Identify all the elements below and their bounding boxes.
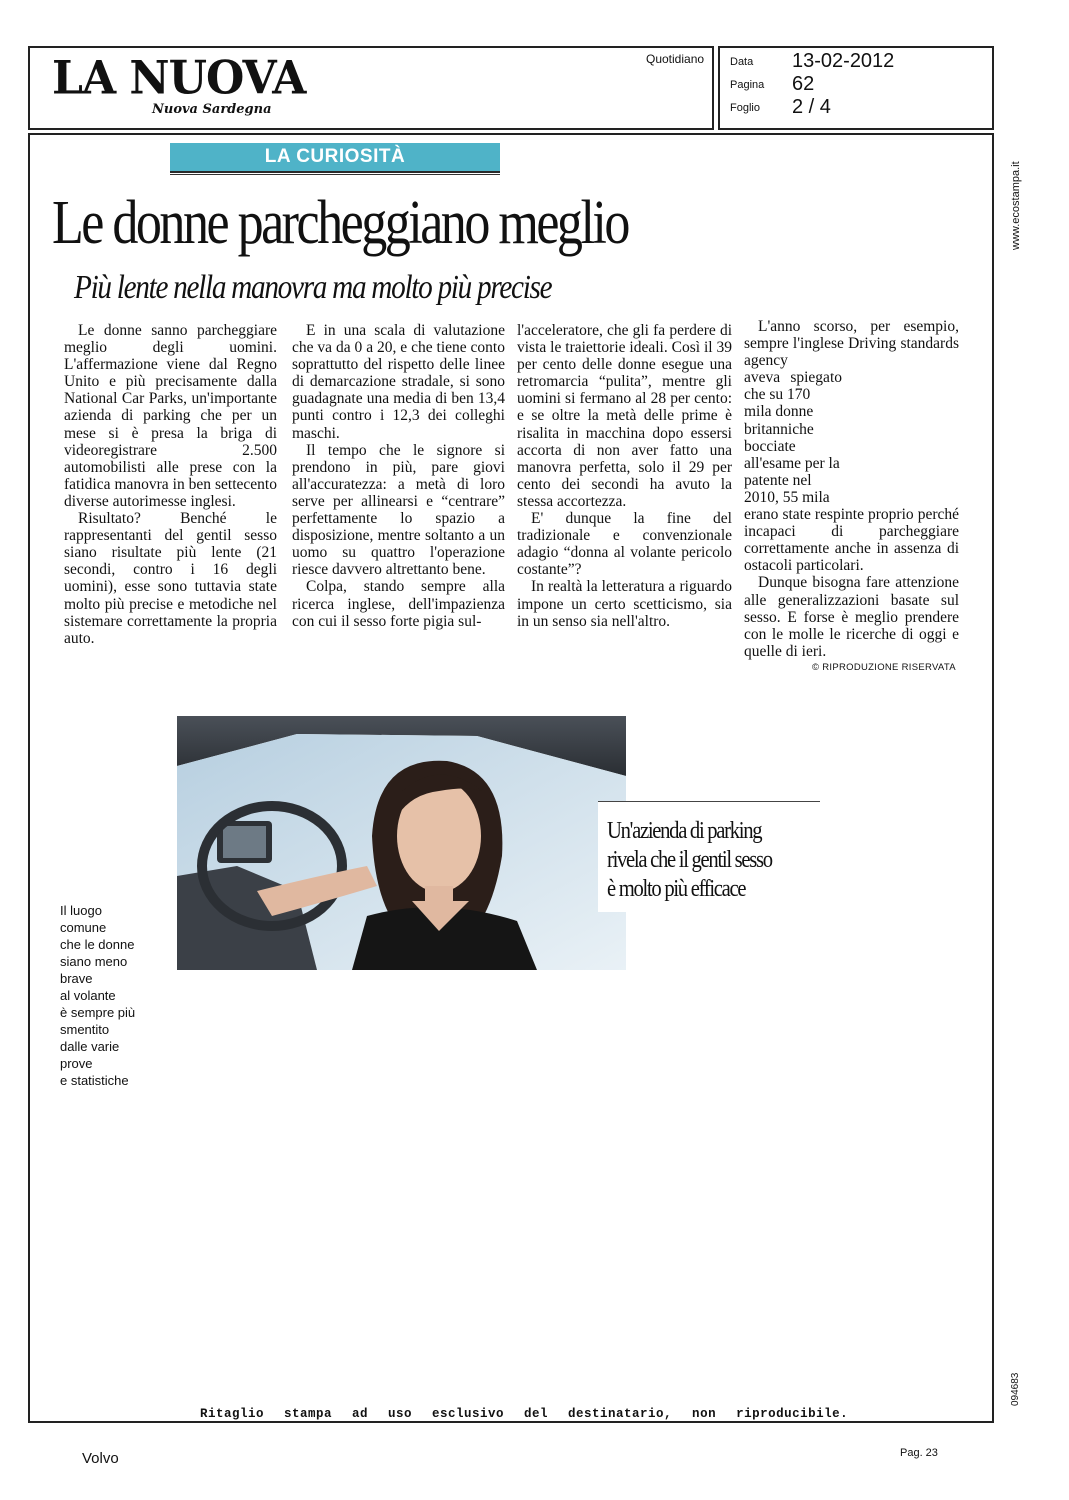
page-number: Pag. 23 [900, 1447, 938, 1459]
caption-line: e statistiche [60, 1073, 129, 1088]
pull-quote-line: è molto più efficace [607, 876, 746, 902]
paragraph: In realtà la letteratura a riguardo impone un certo scetticismo, sia in un senso sia nell'altro. [517, 578, 732, 630]
paragraph: E in una scala di valutazione che va da 0 a 20, e che tiene conto soprattutto del rispetto delle linee di demarcazione stradale, si sono guadagnate una media di ben 13,4 punti contro i 12,3 dei colleghi maschi. [292, 322, 505, 442]
article-photo [177, 716, 626, 970]
paragraph: Risultato? Benché le rappresentanti del gentil sesso siano risultate più lente (21 secondi, contro i 16 degli uomini), esse sono tuttavia state molto più precise e metodiche nel sistemare correttamente la propria auto. [64, 510, 277, 647]
newspaper-logo-subtitle: Nuova Sardegna [152, 102, 272, 117]
margin-url-text: www.ecostampa.it [1010, 161, 1022, 250]
narrow-line: 2010, 55 mila [744, 488, 830, 506]
paragraph: l'acceleratore, che gli fa perdere di vista le traiettorie ideali. Così il 39 per cento delle donne esegue una retromarcia “pulita”, mentre gli uomini si fermano al 28 per cento: e se oltre la metà delle prime è risalita in macchina dopo essersi accorta di non aver fatto una manovra perfetta, solo il 29 per cento dei secondi ha avuto la stessa accortezza. [517, 322, 732, 510]
sheet-value: 2 / 4 [792, 96, 831, 118]
caption-line: brave [60, 971, 93, 986]
narrow-line: bocciate all'esame per la [744, 437, 840, 472]
kicker-label: LA CURIOSITÀ [264, 146, 406, 167]
paragraph: erano state respinte proprio perché incapaci di parcheggiare correttamente anche in assenza di ostacoli particolari. [744, 506, 959, 575]
caption-line: che le donne [60, 937, 135, 952]
margin-code [1010, 1370, 1024, 1410]
pull-quote-line: rivela che il gentil sesso [607, 847, 772, 873]
page-label: Pagina [730, 79, 765, 91]
paragraph: Dunque bisogna fare attenzione alle generalizzazioni basate sul sesso. E forse è meglio prendere con le molle le ricerche di oggi e quelle di ieri. [744, 574, 959, 660]
margin-code-text: 094683 [1010, 1372, 1021, 1406]
date-value: 13-02-2012 [792, 50, 895, 72]
narrow-line: mila donne [744, 403, 814, 421]
clipping-notice: Ritaglio stampa ad uso esclusivo del destinatario, non riproducibile. [200, 1407, 849, 1421]
copyright-notice: © RIPRODUZIONE RISERVATA [812, 662, 956, 673]
article-headline: Le donne parcheggiano meglio [52, 189, 628, 257]
caption-line: Il luogo [60, 903, 102, 918]
caption-line: al volante [60, 988, 116, 1003]
caption-line: siano meno [60, 954, 128, 969]
sheet-label: Foglio [730, 102, 760, 114]
article-column-4 [744, 318, 959, 660]
frequency-label: Quotidiano [646, 52, 705, 66]
article-column-3 [517, 322, 732, 630]
caption-line: è sempre più [60, 1005, 136, 1020]
client-name: Volvo [82, 1450, 119, 1467]
paragraph: E' dunque la fine del tradizionale e convenzionale adagio “donna al volante pericolo costante”? [517, 510, 732, 579]
date-label: Data [730, 56, 754, 68]
paragraph: Le donne sanno parcheggiare meglio degli uomini. L'affermazione viene dal Regno Unito e più precisamente dalla National Car Parks, un'importante azienda di parking che per un mese si è presa la briga di videoregistrare 2.500 automobilisti alle prese con la fatidica manovra in ben settecento diverse autorimesse inglesi. [64, 322, 277, 510]
article-subheadline: Più lente nella manovra ma molto più precise [74, 269, 552, 306]
paragraph: Colpa, stando sempre alla ricerca inglese, dell'impazienza con cui il sesso forte pigia sul- [292, 578, 505, 630]
caption-line: smentito [60, 1022, 110, 1037]
article-column-1 [64, 322, 277, 647]
paragraph: Il tempo che le signore si prendono in più, pare giovi all'accuratezza: a metà di loro serve per allinearsi e “centrare” perfettamente lo spazio a disposizione, mentre soltanto a un uomo su quattro l'operazione riesce davvero altrettanto bene. [292, 441, 505, 579]
article-column-2 [292, 322, 505, 630]
page-value: 62 [792, 73, 815, 95]
caption-line: prove [60, 1056, 93, 1071]
pull-quote-line: Un'azienda di parking [607, 818, 762, 844]
caption-line: dalle varie [60, 1039, 120, 1054]
caption-line: comune [60, 920, 107, 935]
narrow-line: aveva spiegato che su 170 [744, 369, 842, 404]
kicker-underline [170, 174, 500, 175]
newspaper-logo: LA NUOVA [52, 51, 306, 106]
narrow-line: patente nel [744, 471, 812, 489]
margin-url [1010, 150, 1024, 250]
paragraph: L'anno scorso, per esempio, sempre l'inglese Driving standards agency [744, 318, 959, 370]
photo-caption [60, 902, 170, 1089]
pull-quote [607, 817, 772, 904]
narrow-line: britanniche [744, 420, 814, 438]
